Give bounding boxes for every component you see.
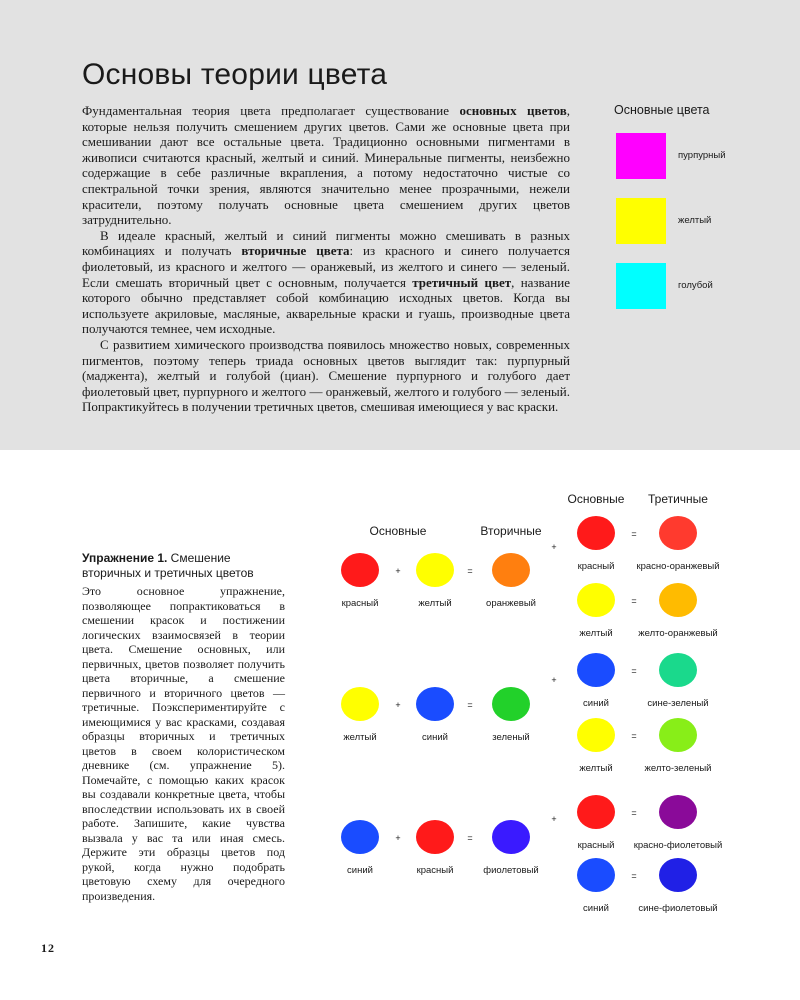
color-blob (659, 653, 697, 687)
color-label: красный (341, 598, 379, 609)
intro-text (82, 103, 570, 415)
color-blob (492, 553, 530, 587)
color-blob (341, 553, 379, 587)
color-blob (577, 653, 615, 687)
color-label: синий (422, 732, 448, 743)
swatch-label: желтый (678, 215, 712, 226)
exercise-number: Упражнение 1. (82, 551, 168, 565)
header-primary-left: Основные (369, 524, 427, 538)
color-blob (492, 820, 530, 854)
color-label: сине-зеленый (647, 698, 709, 709)
intro-text-span: , которые нельзя получить смешением других цветов. Сами же основные цвета при смешивании дают все остальные цвета. Традиционно основными пигментами в живописи считаются красный, желтый и синий. Минеральные пигменты, неизбежно содержащие в себе различные вкрапления, а потому недостаточно чистые со спектральной точки зрения, являются значительно менее прозрачными, нежели красители, поэтому получать основные цвета смешением других цветов затруднительно. (82, 103, 570, 228)
plus-sign: + (395, 700, 401, 710)
exercise-title-text: Смешение вторичных и третичных цветов (82, 551, 254, 580)
swatch-yellow (616, 198, 666, 244)
intro-text-span: , название которого обычно представляет собой комбинацию исходных цветов. Когда вы используете акриловые, масляные, акварельные краски и гуашь, производные цвета получаются темнее, чем исходные. (82, 274, 570, 337)
sidebar-title: Основные цвета (614, 103, 710, 117)
color-label: желто-зеленый (644, 763, 712, 774)
equals-sign: = (631, 666, 637, 676)
color-blob (659, 718, 697, 752)
color-label: синий (583, 698, 609, 709)
color-blob (577, 516, 615, 550)
plus-sign: + (395, 833, 401, 843)
term-primary-colors: основных цветов (459, 103, 567, 118)
color-blob (577, 795, 615, 829)
equals-sign: = (631, 871, 637, 881)
color-blob (659, 795, 697, 829)
swatch-magenta (616, 133, 666, 179)
equals-sign: = (631, 529, 637, 539)
color-label: красный (577, 561, 615, 572)
color-blob (659, 858, 697, 892)
equals-sign: = (467, 700, 473, 710)
intro-paragraph-2 (82, 228, 570, 337)
header-primary-right: Основные (567, 492, 625, 506)
color-label: красно-фиолетовый (633, 840, 723, 851)
swatch-cyan (616, 263, 666, 309)
term-tertiary-color: третичный цвет (412, 274, 512, 290)
plus-sign: + (551, 814, 557, 824)
intro-paragraph-1 (82, 103, 570, 228)
color-label: зеленый (492, 732, 530, 743)
color-blob (577, 718, 615, 752)
page-title: Основы теории цвета (82, 58, 388, 91)
intro-text-span: : из красного и синего получается фиолетовый, из красного и желтого — оранжевый, из желтого и синего — зеленый. Если смешать вторичный цвет с основным, получается (82, 243, 571, 290)
color-label: фиолетовый (483, 865, 539, 876)
plus-sign: + (551, 542, 557, 552)
equals-sign: = (631, 808, 637, 818)
color-blob (341, 687, 379, 721)
color-blob (577, 583, 615, 617)
intro-paragraph-3: С развитием химического производства появилось множество новых, современных пигментов, поэтому теперь триада основных цветов выглядит так: пурпурный (маджента), желтый и голубой (циан). Смешение пурпурного и голубого дает фиолетовый цвет, пурпурного и желтого — оранжевый, желтого и голубого — зеленый. Попрактикуйтесь в получении третичных цветов, смешивая имеющиеся у вас краски. (82, 336, 570, 415)
equals-sign: = (631, 731, 637, 741)
color-label: желтый (579, 763, 613, 774)
color-label: сине-фиолетовый (638, 903, 718, 914)
term-secondary-colors: вторичные цвета (241, 243, 350, 259)
color-mixing-diagram (300, 470, 780, 930)
color-blob (341, 820, 379, 854)
color-blob (659, 516, 697, 550)
color-label: желтый (418, 598, 452, 609)
equals-sign: = (631, 596, 637, 606)
color-blob (577, 858, 615, 892)
color-label: красный (577, 840, 615, 851)
color-label: желто-оранжевый (638, 628, 718, 639)
page-number: 12 (41, 941, 55, 955)
intro-text-span: В идеале красный, желтый и синий пигменты можно смешивать в разных комбинациях и получать (82, 227, 570, 259)
equals-sign: = (467, 833, 473, 843)
color-label: красно-оранжевый (636, 561, 720, 572)
plus-sign: + (551, 675, 557, 685)
equals-sign: = (467, 566, 473, 576)
exercise-title (82, 551, 292, 580)
header-secondary: Вторичные (480, 524, 542, 538)
color-label: желтый (343, 732, 377, 743)
color-blob (492, 687, 530, 721)
exercise-body: Это основное упражнение, позволяющее попрактиковаться в смешении красок и постижении логических взаимосвязей в теории цвета. Смешение основных, или первичных, цветов позволяет получить цвета вторичные, а смешение первичного и вторичного цветов — третичные. Поэкспериментируйте с имеющимися у вас красками, создавая образцы вторичных и третичных цветов в своем колористическом дневнике (см. упражнение 5). Помечайте, с помощью каких красок вы создавали конкретные цвета, чтобы впоследствии использовать их в своей работе. Запишите, какие чувства вызвала у вас та или иная смесь. Держите эти образцы цветов под рукой, когда нужно подобрать цветовую схему для очередного произведения. (82, 584, 285, 903)
swatch-label: голубой (678, 280, 713, 291)
color-blob (416, 553, 454, 587)
color-label: желтый (579, 628, 613, 639)
swatch-label: пурпурный (678, 150, 726, 161)
color-blob (659, 583, 697, 617)
color-label: красный (416, 865, 454, 876)
color-label: синий (347, 865, 373, 876)
intro-text-span: Фундаментальная теория цвета предполагает существование (82, 103, 460, 118)
header-tertiary: Третичные (648, 492, 708, 506)
color-label: синий (583, 903, 609, 914)
plus-sign: + (395, 566, 401, 576)
color-label: оранжевый (486, 598, 536, 609)
color-blob (416, 687, 454, 721)
color-blob (416, 820, 454, 854)
